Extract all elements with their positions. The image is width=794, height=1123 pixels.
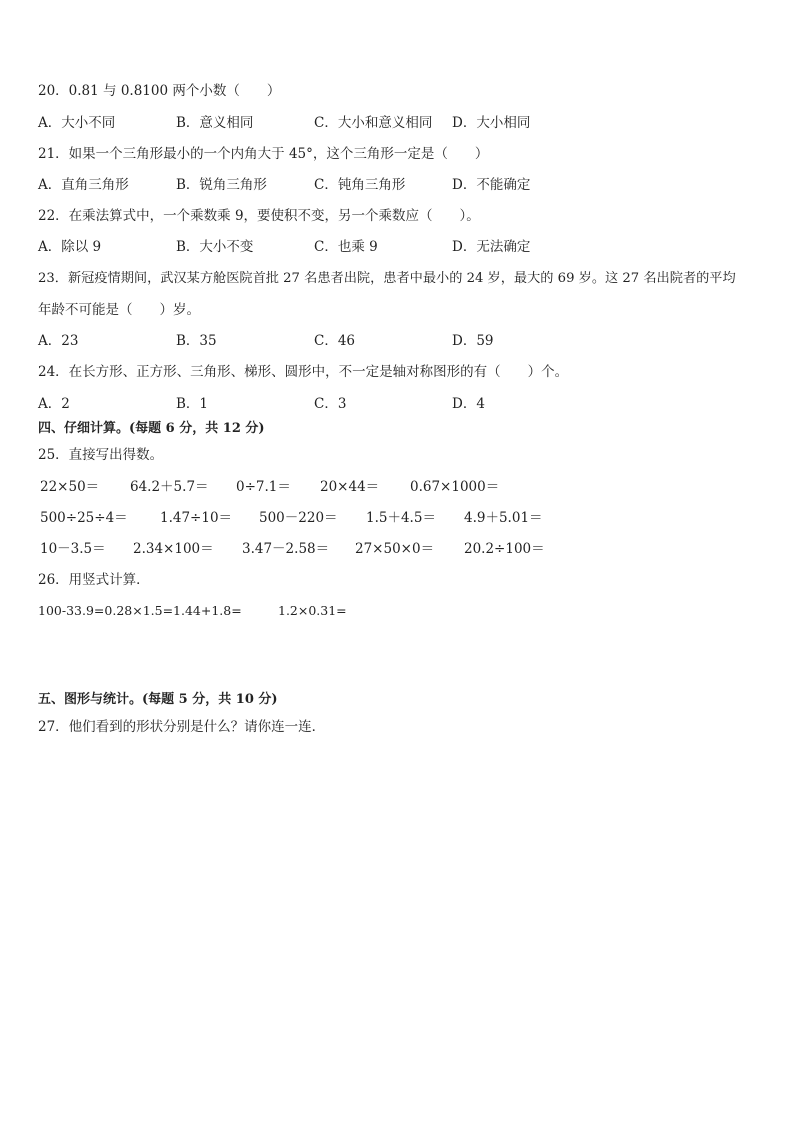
section-4-heading: 四、仔细计算。(每题 6 分，共 12 分) [38,421,265,436]
calc-r2-c4: 1.5＋4.5＝ [366,510,436,526]
q23-option-d: D．59 [452,333,494,349]
q22-option-b: B．大小不变 [176,239,254,255]
question-24-stem: 24．在长方形、正方形、三角形、梯形、圆形中，不一定是轴对称图形的有（ ）个。 [38,364,569,380]
question-20-stem: 20．0.81 与 0.8100 两个小数（ ） [38,83,281,99]
q20-option-d: D．大小相同 [452,115,531,131]
q23-option-a: A．23 [38,333,79,349]
q23-option-c: C．46 [314,333,356,349]
question-26-stem: 26．用竖式计算． [38,572,150,588]
calc-r2-c1: 500÷25÷4＝ [40,510,128,526]
q22-option-a: A．除以 9 [38,239,102,255]
calc-r3-c4: 27×50×0＝ [355,541,435,557]
question-21-stem: 21．如果一个三角形最小的一个内角大于 45°，这个三角形一定是（ ） [38,146,489,162]
question-23-stem-line-2: 年龄不可能是（ ）岁。 [38,302,200,318]
q22-option-d: D．无法确定 [452,239,531,255]
question-25-stem: 25．直接写出得数。 [38,447,164,463]
q20-option-c: C．大小和意义相同 [314,115,433,131]
calc-r1-c4: 20×44＝ [320,479,380,495]
q24-option-d: D．4 [452,396,485,412]
q21-option-c: C．钝角三角形 [314,177,406,193]
calc-r2-c3: 500－220＝ [259,510,338,526]
q21-option-d: D．不能确定 [452,177,531,193]
q26-expression-2: 1.2×0.31= [278,603,347,618]
calc-r3-c3: 3.47－2.58＝ [242,541,330,557]
q24-option-b: B．1 [176,396,209,412]
calc-r1-c1: 22×50＝ [40,479,100,495]
q20-option-a: A．大小不同 [38,115,116,131]
q20-option-b: B．意义相同 [176,115,254,131]
question-27-stem: 27．他们看到的形状分别是什么？请你连一连． [38,719,326,735]
q24-option-a: A．2 [38,396,70,412]
section-5-heading: 五、图形与统计。(每题 5 分，共 10 分) [38,692,278,707]
q24-option-c: C．3 [314,396,347,412]
calc-r1-c5: 0.67×1000＝ [410,479,500,495]
calc-r1-c2: 64.2＋5.7＝ [130,479,209,495]
calc-r2-c5: 4.9＋5.01＝ [464,510,543,526]
question-23-stem-line-1: 23．新冠疫情期间，武汉某方舱医院首批 27 名患者出院，患者中最小的 24 岁，最大的 69 岁。这 27 名出院者的平均 [38,271,736,286]
calc-r3-c2: 2.34×100＝ [133,541,214,557]
q23-option-b: B．35 [176,333,217,349]
q21-option-b: B．锐角三角形 [176,177,267,193]
calc-r3-c5: 20.2÷100＝ [464,541,545,557]
calc-r1-c3: 0÷7.1＝ [236,479,291,495]
q22-option-c: C．也乘 9 [314,239,378,255]
calc-r3-c1: 10－3.5＝ [40,541,106,557]
q21-option-a: A．直角三角形 [38,177,129,193]
question-22-stem: 22．在乘法算式中，一个乘数乘 9，要使积不变，另一个乘数应（ ）。 [38,208,480,224]
calc-r2-c2: 1.47÷10＝ [160,510,233,526]
q26-expression-1: 100-33.9=0.28×1.5=1.44+1.8= [38,603,242,618]
